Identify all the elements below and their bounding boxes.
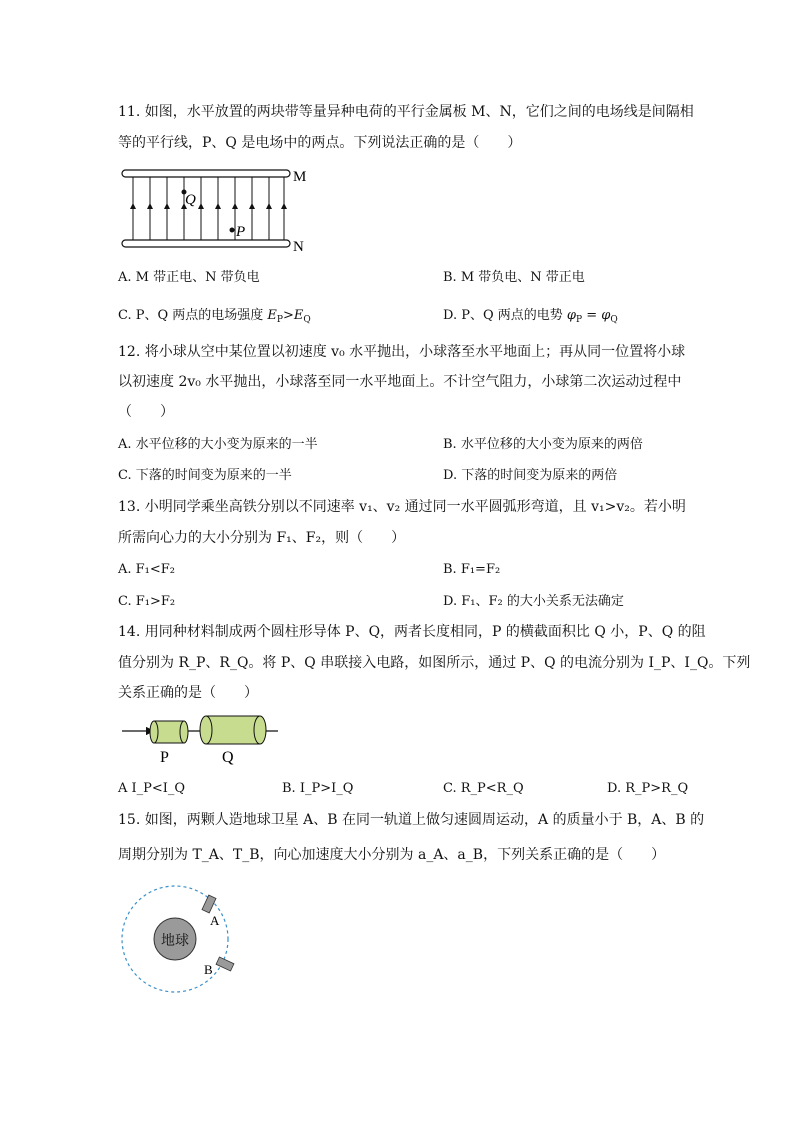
q13-option-b[interactable]: B. F₁=F₂: [443, 562, 501, 577]
q13-option-a[interactable]: A. F₁<F₂: [118, 562, 176, 577]
plate-m: [122, 170, 290, 177]
q11-option-c-text: C. P、Q 两点的电场强度: [118, 308, 268, 323]
q14-option-d[interactable]: D. R_P>R_Q: [607, 781, 689, 796]
cylinder-q: [200, 716, 266, 744]
q11-option-d[interactable]: D. P、Q 两点的电势 $\varphi_P = \varphi_Q$: [443, 308, 618, 325]
q11-option-d-text: D. P、Q 两点的电势: [443, 308, 567, 323]
q15-stem-line1: 15. 如图，两颗人造地球卫星 A、B 在同一轨道上做匀速圆周运动，A 的质量小于 B，A、B 的: [118, 812, 705, 828]
q15-stem-line2: 周期分别为 T_A、T_B，向心加速度大小分别为 a_A、a_B，下列关系正确的是（ ）: [118, 847, 666, 863]
q14-stem-line2: 值分别为 R_P、R_Q。将 P、Q 串联接入电路，如图所示，通过 P、Q 的电流分别为 I_P、I_Q。下列: [118, 655, 751, 671]
q11-option-c[interactable]: C. P、Q 两点的电场强度 $E_P>E_Q$: [118, 308, 311, 325]
q14-stem-line3: 关系正确的是（ ）: [118, 685, 258, 701]
point-p-label: P: [236, 224, 246, 240]
q13-option-c[interactable]: C. F₁>F₂: [118, 594, 176, 609]
q11-option-b[interactable]: B. M 带负电、N 带正电: [443, 270, 585, 285]
field-lines: [133, 177, 284, 240]
q11-electric-field-figure: [118, 162, 318, 254]
q12-stem-line3: （ ）: [118, 404, 174, 420]
earth-label: 地球: [161, 933, 189, 949]
q12-option-c[interactable]: C. 下落的时间变为原来的一半: [118, 468, 292, 483]
q11-option-a[interactable]: A. M 带正电、N 带负电: [118, 270, 260, 285]
q14-option-a[interactable]: A I_P<I_Q: [118, 781, 186, 796]
plate-m-label: M: [293, 169, 307, 185]
q14-stem-line1: 14. 用同种材料制成两个圆柱形导体 P、Q，两者长度相同，P 的横截面积比 Q 小，P、Q 的阻: [118, 624, 706, 640]
plate-n: [122, 240, 290, 247]
q15-orbit-figure: [118, 882, 236, 996]
q14-conductor-figure: [118, 712, 288, 768]
cylinder-p: [150, 721, 188, 743]
q12-option-b[interactable]: B. 水平位移的大小变为原来的两倍: [443, 437, 643, 452]
q12-option-a[interactable]: A. 水平位移的大小变为原来的一半: [118, 437, 318, 452]
q12-stem-line2: 以初速度 2v₀ 水平抛出，小球落至同一水平地面上。不计空气阻力，小球第二次运动过程中: [118, 374, 682, 390]
q13-option-d[interactable]: D. F₁、F₂ 的大小关系无法确定: [443, 594, 624, 609]
q11-stem-line1: 11. 如图，水平放置的两块带等量异种电荷的平行金属板 M、N，它们之间的电场线是间隔相: [118, 104, 694, 120]
point-p-dot: [230, 228, 235, 233]
point-q-label: Q: [185, 192, 196, 208]
satellite-a-label: A: [210, 913, 220, 928]
cylinder-p-label: P: [160, 749, 169, 766]
satellite-a-icon: [202, 895, 216, 913]
q14-option-b[interactable]: B. I_P>I_Q: [282, 781, 354, 796]
cylinder-q-label: Q: [222, 749, 234, 766]
q12-option-d[interactable]: D. 下落的时间变为原来的两倍: [443, 468, 618, 483]
q14-option-c[interactable]: C. R_P<R_Q: [443, 781, 524, 796]
q11-stem-line2: 等的平行线，P、Q 是电场中的两点。下列说法正确的是（ ）: [118, 135, 522, 151]
q13-stem-line1: 13. 小明同学乘坐高铁分别以不同速率 v₁、v₂ 通过同一水平圆弧形弯道，且 v₁>v₂。若小明: [118, 499, 686, 515]
q13-stem-line2: 所需向心力的大小分别为 F₁、F₂，则（ ）: [118, 530, 406, 546]
plate-n-label: N: [293, 239, 304, 254]
q12-stem-line1: 12. 将小球从空中某位置以初速度 v₀ 水平抛出，小球落至水平地面上；再从同一位置将小球: [118, 344, 686, 360]
satellite-b-label: B: [204, 962, 213, 977]
